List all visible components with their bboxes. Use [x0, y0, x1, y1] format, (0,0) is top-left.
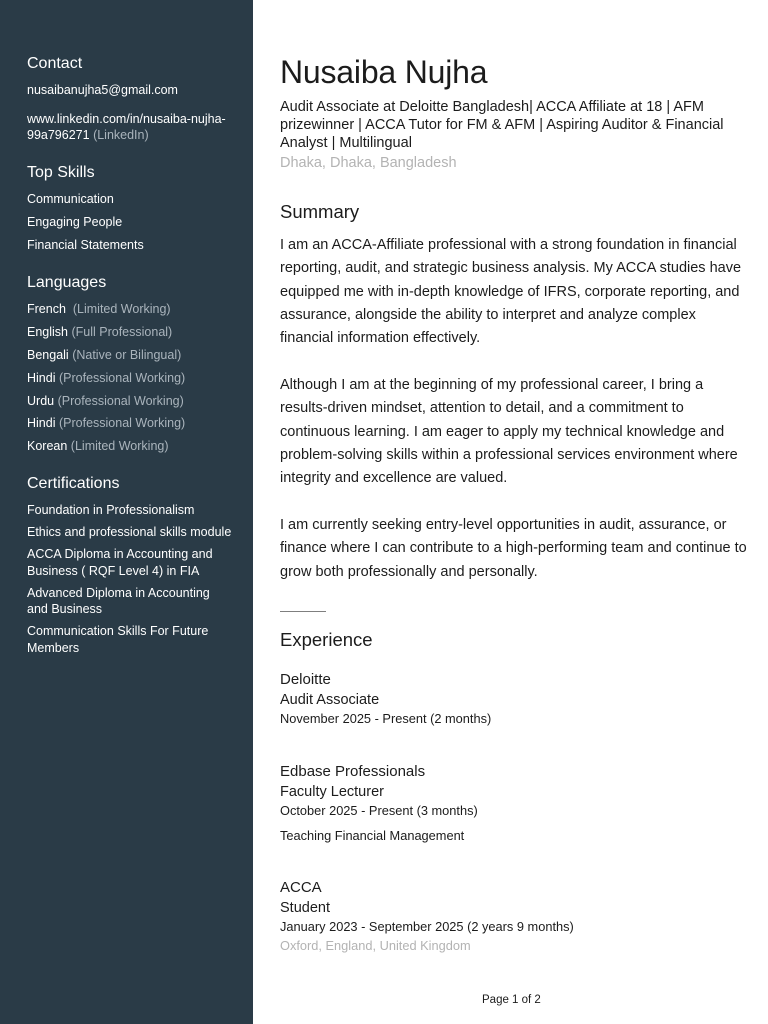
sidebar [0, 0, 253, 1024]
language-item: Hindi (Professional Working) [27, 370, 186, 385]
language-item: Korean (Limited Working) [27, 439, 169, 454]
page-number: Page 1 of 2 [482, 994, 541, 1006]
company-name: Edbase Professionals [280, 763, 426, 780]
skill-item: Engaging People [27, 215, 123, 229]
language-item: English (Full Professional) [27, 324, 173, 339]
language-item: French (Limited Working) [27, 302, 171, 316]
skills-section [27, 164, 233, 253]
contact-section [27, 55, 233, 143]
job-role: Faculty Lecturer [280, 784, 384, 800]
summary-heading: Summary [280, 201, 360, 222]
certification-item: Ethics and professional skills module [27, 525, 232, 540]
language-item: Bengali (Native or Bilingual) [27, 347, 182, 362]
email-link[interactable]: nusaibanujha5@gmail.com [27, 83, 178, 97]
summary-paragraph: I am an ACCA-Affiliate professional with a strong foundation in financial reporting, audit, and strategic business analysis. My ACCA studies have equipped me with in-depth knowledge of IFRS, corporate reporting, and assurance, alongside the ability to interpret and analyze complex financial information effectively. [280, 237, 742, 347]
languages-section [27, 274, 233, 454]
job-dates: October 2025 - Present (3 months) [280, 803, 478, 818]
skills-heading: Top Skills [27, 164, 95, 181]
summary-paragraph: Although I am at the beginning of my professional career, I bring a results-driven mindset, attention to detail, and a commitment to continuous learning. I am eager to apply my technical knowledge and problem-solving skills within a professional services environment where integrity and excellence are valued. [280, 377, 738, 487]
job-dates: January 2023 - September 2025 (2 years 9 months) [280, 919, 574, 934]
certification-item: Advanced Diploma in Accounting and Business [27, 585, 210, 617]
skill-item: Financial Statements [27, 238, 144, 252]
job-role: Student [280, 900, 330, 916]
linkedin-link[interactable] [27, 111, 233, 143]
job-dates: November 2025 - Present (2 months) [280, 711, 492, 726]
contact-heading: Contact [27, 55, 83, 72]
certification-item: Communication Skills For Future Members [27, 624, 209, 655]
certification-item: Foundation in Professionalism [27, 503, 195, 518]
experience-entry [280, 763, 478, 843]
linkedin-url[interactable]: www.linkedin.com/in/nusaiba-nujha-99a796271 [27, 112, 226, 142]
language-item: Hindi (Professional Working) [27, 416, 186, 431]
languages-heading: Languages [27, 274, 107, 291]
experience-heading: Experience [280, 629, 373, 650]
main-content [280, 0, 750, 1024]
profile-location: Dhaka, Dhaka, Bangladesh [280, 155, 457, 171]
certifications-section [27, 475, 233, 656]
company-name: ACCA [280, 879, 322, 896]
certifications-heading: Certifications [27, 475, 120, 493]
language-item: Urdu (Professional Working) [27, 393, 184, 408]
certification-item: ACCA Diploma in Accounting and Business ( RQF Level 4) in FIA [27, 547, 213, 578]
company-name: Deloitte [280, 671, 331, 688]
job-role: Audit Associate [280, 692, 380, 708]
job-description: Teaching Financial Management [280, 828, 465, 843]
section-divider [280, 611, 326, 612]
linkedin-label: (LinkedIn) [93, 128, 149, 142]
summary-paragraph: I am currently seeking entry-level opportunities in audit, assurance, or finance where I can contribute to a high-performing team and continue to grow both professionally and personally. [280, 517, 747, 580]
skill-item: Communication [27, 192, 114, 206]
profile-headline: Audit Associate at Deloitte Bangladesh| ACCA Affiliate at 18 | AFM prizewinner | ACCA Tutor for FM & AFM | Aspiring Auditor & Financial Analyst | Multilingual [280, 99, 724, 151]
profile-name: Nusaiba Nujha [280, 54, 488, 90]
experience-entry [280, 671, 491, 726]
experience-entry [280, 879, 574, 953]
job-location: Oxford, England, United Kingdom [280, 938, 471, 953]
